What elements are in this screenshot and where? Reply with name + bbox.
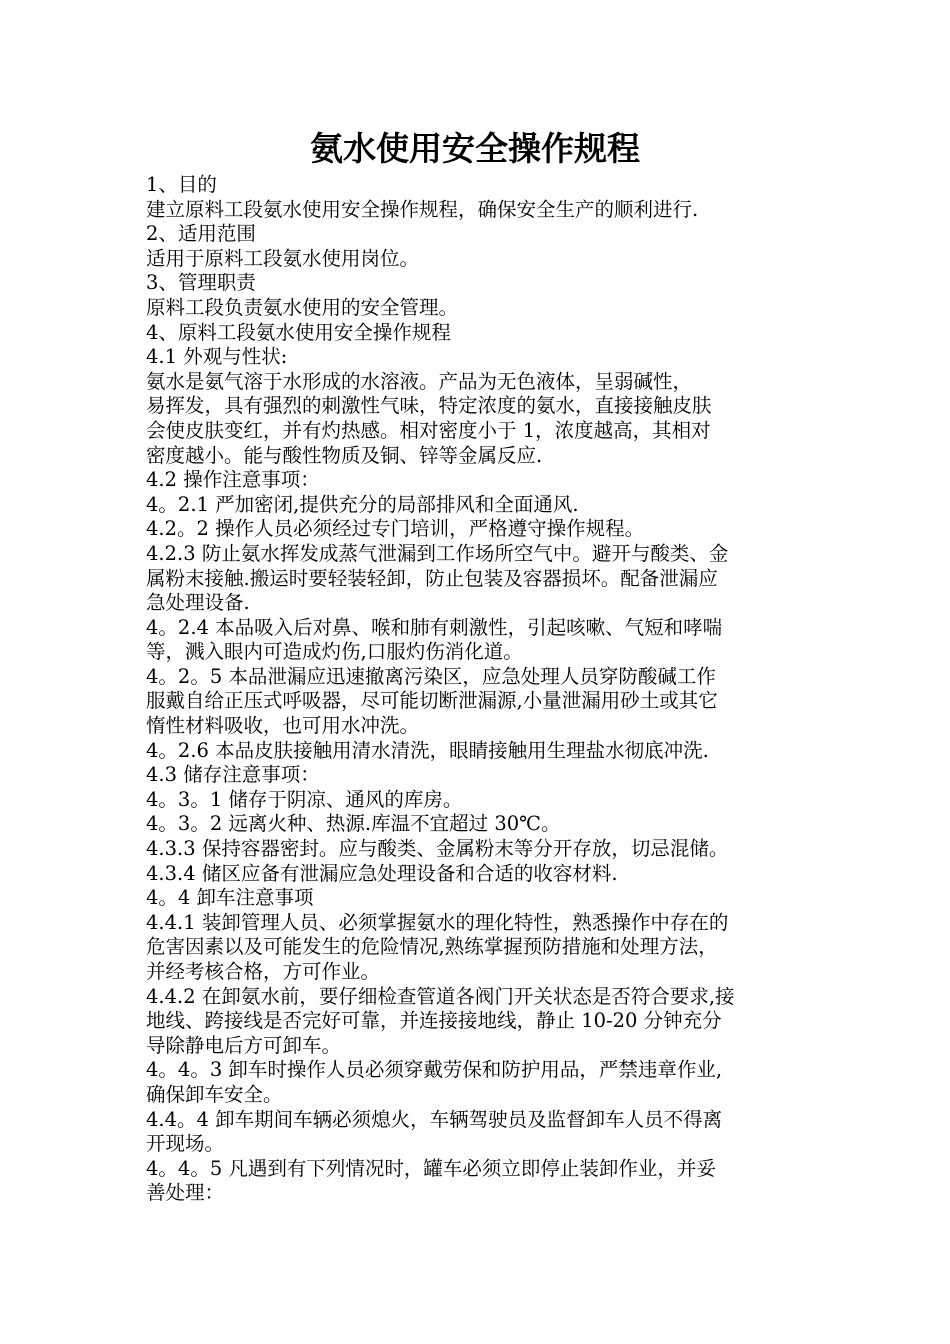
text-line: 地线、跨接线是否完好可靠，并连接接地线，静止 10-20 分钟充分 [146,1009,722,1033]
text-line: 确保卸车安全。 [146,1082,283,1106]
text-line: 4。2。5 本品泄漏应迅速撤离污染区，应急处理人员穿防酸碱工作 [146,664,716,688]
document-title: 氨水使用安全操作规程 [310,129,640,168]
text-line: 4。3。2 远离火种、热源.库温不宜超过 30℃。 [146,812,561,836]
text-line: 等，溅入眼内可造成灼伤,口服灼伤消化道。 [146,640,523,664]
text-line: 4、原料工段氨水使用安全操作规程 [146,320,451,344]
text-line: 4。2.4 本品吸入后对鼻、喉和肺有刺激性，引起咳嗽、气短和哮喘 [146,615,723,639]
text-line: 2、适用范围 [146,222,256,246]
text-line: 4.2。2 操作人员必须经过专门培训，严格遵守操作规程。 [146,517,645,541]
text-line: 3、管理职责 [146,271,256,295]
text-line: 4。4 卸车注意事项 [146,886,314,910]
text-line: 密度越小。能与酸性物质及铜、锌等金属反应. [146,443,543,467]
text-line: 原料工段负责氨水使用的安全管理。 [146,295,459,319]
text-line: 4.1 外观与性状: [146,345,288,369]
text-line: 4.3.4 储区应备有泄漏应急处理设备和合适的收容材料. [146,861,618,885]
text-line: 导除静电后方可卸车。 [146,1033,342,1057]
text-line: 属粉末接触.搬运时要轻装轻卸，防止包装及容器损坏。配备泄漏应 [146,566,718,590]
text-line: 4.4.1 装卸管理人员、必须掌握氨水的理化特性，熟悉操作中存在的 [146,910,729,934]
text-line: 4.2 操作注意事项： [146,468,320,492]
text-line: 4。2.1 严加密闭,提供充分的局部排风和全面通风. [146,492,579,516]
text-line: 4.4。4 卸车期间车辆必须熄火，车辆驾驶员及监督卸车人员不得离 [146,1107,723,1131]
text-line: 惰性材料吸收，也可用水冲洗。 [146,714,420,738]
text-line: 4。4。5 凡遇到有下列情况时，罐车必须立即停止装卸作业，并妥 [146,1156,716,1180]
text-line: 1、目的 [146,173,217,196]
text-line: 并经考核合格，方可作业。 [146,960,381,983]
text-line: 4.4.2 在卸氨水前，要仔细检查管道各阀门开关状态是否符合要求,接 [146,984,735,1008]
text-line: 4.2.3 防止氨水挥发成蒸气泄漏到工作场所空气中。避开与酸类、金 [146,541,729,565]
text-line: 危害因素以及可能发生的危险情况,熟练掌握预防措施和处理方法， [146,935,718,959]
text-line: 适用于原料工段氨水使用岗位。 [146,246,420,270]
text-line: 4。3。1 储存于阴凉、通风的库房。 [146,787,463,811]
document-body [146,173,826,1206]
text-line: 4。2.6 本品皮肤接触用清水清洗，眼睛接触用生理盐水彻底冲洗. [146,738,709,762]
text-line: 4.3 储存注意事项： [146,763,320,787]
text-line: 开现场。 [146,1132,225,1156]
text-line: 4.3.3 保持容器密封。应与酸类、金属粉末等分开存放，切忌混储。 [146,837,729,861]
text-line: 急处理设备. [146,591,250,615]
text-line: 4。4。3 卸车时操作人员必须穿戴劳保和防护用品，严禁违章作业, [146,1058,723,1082]
text-line: 建立原料工段氨水使用安全操作规程，确保安全生产的顺利进行. [146,197,699,221]
text-line: 善处理： [146,1181,225,1205]
text-line: 氨水是氨气溶于水形成的水溶液。产品为无色液体，呈弱碱性， [146,369,693,393]
text-line: 易挥发，具有强烈的刺激性气味，特定浓度的氨水，直接接触皮肤 [146,394,712,418]
text-line: 会使皮肤变红，并有灼热感。相对密度小于 1，浓度越高，其相对 [146,418,711,442]
text-line: 服戴自给正压式呼吸器，尽可能切断泄漏源,小量泄漏用砂土或其它 [146,689,718,713]
